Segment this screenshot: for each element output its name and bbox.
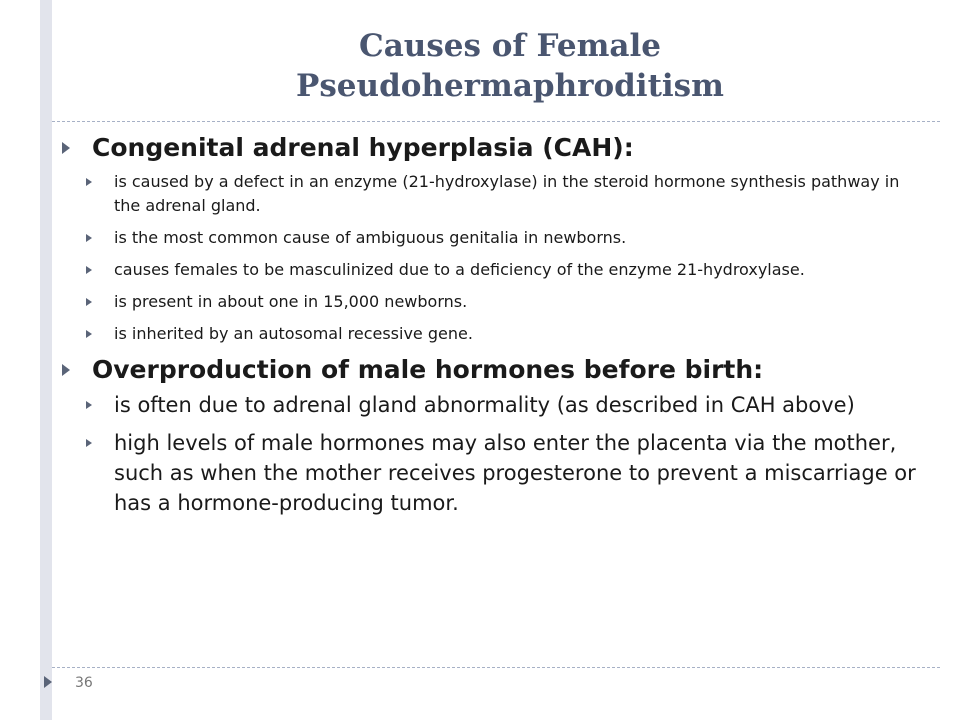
bullet-arrow-icon (86, 178, 92, 186)
bullet-arrow-icon (62, 142, 70, 154)
section-heading-text: Congenital adrenal hyperplasia (CAH): (92, 133, 634, 162)
section-heading-text: Overproduction of male hormones before birth: (92, 355, 764, 384)
list-item-text: is often due to adrenal gland abnormality (as described in CAH above) (114, 393, 855, 417)
section-heading-overproduction (60, 354, 920, 386)
list-item (60, 390, 920, 420)
bullet-arrow-icon (86, 234, 92, 242)
page-number: 36 (75, 675, 93, 691)
bullet-arrow-icon (86, 401, 92, 409)
slide-title-line-2: Pseudohermaphroditism (296, 68, 724, 104)
title-divider (52, 121, 940, 122)
list-item (60, 226, 920, 250)
list-item (60, 428, 920, 518)
list-item-text: high levels of male hormones may also enter the placenta via the mother, such as when the mother receives progesterone to prevent a miscarriage or has a hormone-producing tumor. (114, 431, 916, 515)
bullet-arrow-icon (62, 364, 70, 376)
section-heading-cah (60, 132, 920, 164)
slide-body (60, 132, 920, 526)
bullet-arrow-icon (86, 330, 92, 338)
list-item (60, 258, 920, 282)
list-item (60, 290, 920, 314)
list-item (60, 322, 920, 346)
list-item-text: is the most common cause of ambiguous genitalia in newborns. (114, 228, 627, 247)
overproduction-bullet-list (60, 390, 920, 518)
list-item-text: is inherited by an autosomal recessive gene. (114, 324, 473, 343)
slide-title-line-1: Causes of Female (359, 28, 661, 64)
bullet-arrow-icon (86, 266, 92, 274)
cah-bullet-list (60, 170, 920, 346)
slide-title (60, 26, 960, 106)
left-accent-bar (40, 0, 52, 720)
footer-divider (52, 667, 940, 668)
list-item-text: causes females to be masculinized due to a deficiency of the enzyme 21-hydroxylase. (114, 260, 805, 279)
list-item (60, 170, 920, 218)
list-item-text: is present in about one in 15,000 newborns. (114, 292, 468, 311)
bullet-arrow-icon (86, 298, 92, 306)
list-item-text: is caused by a defect in an enzyme (21-hydroxylase) in the steroid hormone synthesis pathway in the adrenal gland. (114, 172, 900, 215)
footer-arrow-icon (44, 676, 52, 688)
bullet-arrow-icon (86, 439, 92, 447)
